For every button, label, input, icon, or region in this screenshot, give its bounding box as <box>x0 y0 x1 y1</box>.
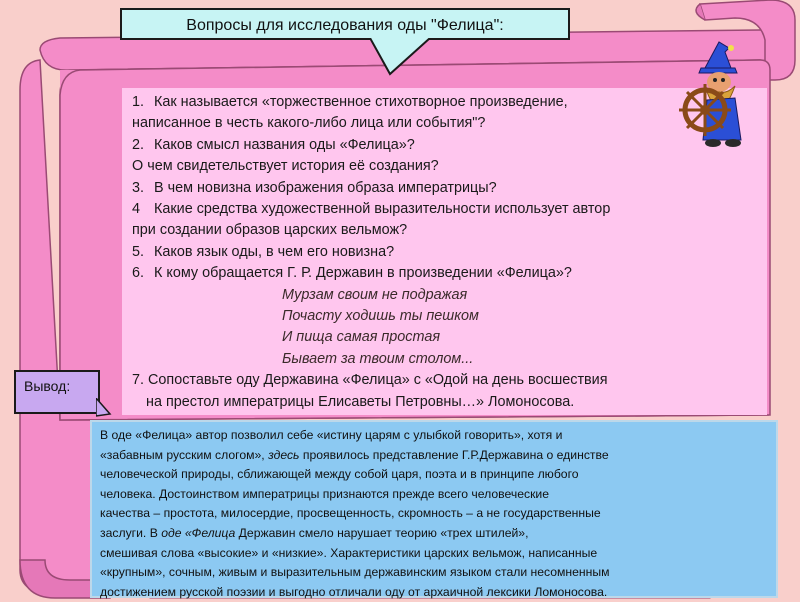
questions-panel <box>122 88 767 415</box>
conclusion-line: смешивая слова «высокие» и «низкие». Характеристики царских вельмож, написанные <box>100 545 598 560</box>
conclusion-line: достижением русской поэзии и выгодно отличали оду от архаичной лексики Ломоносова. <box>100 584 608 599</box>
question-1: 1. Как называется «торжественное стихотворное произведение, <box>132 94 568 110</box>
poem-line: Бывает за твоим столом... <box>282 350 474 367</box>
conclusion-label-tail <box>96 398 112 422</box>
question-2: 2. Каков смысл названия оды «Фелица»? <box>132 136 415 153</box>
question-6: 6. К кому обращается Г. Р. Державин в произведении «Фелица»? <box>132 265 572 282</box>
question-7: 7. Сопоставьте оду Державина «Фелица» с «Одой на день восшествия <box>132 372 608 389</box>
question-3: 3. В чем новизна изображения образа императрицы? <box>132 179 497 196</box>
conclusion-label-text: Вывод: <box>24 378 71 394</box>
poem-line: Почасту ходишь ты пешком <box>282 308 479 325</box>
conclusion-line: «крупным», сочным, живым и выразительным державинским языком стали несомненным <box>100 565 610 580</box>
conclusion-line: заслуги. В оде «Фелица Державин смело нарушает теорию «трех штилей», <box>100 525 529 540</box>
callout-tail <box>370 38 440 78</box>
wizard-steering-wheel-icon <box>675 40 755 150</box>
question-2-cont: О чем свидетельствует история её создания? <box>132 158 439 175</box>
poem-line: Мурзам своим не подражая <box>282 286 468 303</box>
question-5: 5. Каков язык оды, в чем его новизна? <box>132 243 395 260</box>
question-1-cont: написанное в честь какого-либо лица или события"? <box>132 115 486 132</box>
conclusion-line: В оде «Фелица» автор позволил себе «истину царям с улыбкой говорить», хотя и <box>100 428 563 442</box>
page-title: Вопросы для исследования оды "Фелица": <box>186 17 504 34</box>
conclusion-line: человека. Достоинством императрицы признаются прежде всего человеческие <box>100 486 550 501</box>
question-7-cont: на престол императрицы Елисаветы Петровны…» Ломоносова. <box>146 393 575 410</box>
conclusion-line: качества – простота, милосердие, просвещенность, скромность – а не государственные <box>100 506 601 521</box>
conclusion-line: человеческой природы, сближающей между собой царя, поэта и в принципе любого <box>100 467 579 482</box>
poem-line: И пища самая простая <box>282 329 441 346</box>
question-4-cont: при создании образов царских вельмож? <box>132 222 408 239</box>
conclusion-line: «забавным русским слогом», здесь проявилось представление Г.Р.Державина о единстве <box>100 447 609 462</box>
question-4: 4 Какие средства художественной выразительности использует автор <box>132 201 611 218</box>
conclusion-box <box>90 420 778 598</box>
title-callout <box>120 8 570 40</box>
conclusion-label <box>14 370 100 414</box>
